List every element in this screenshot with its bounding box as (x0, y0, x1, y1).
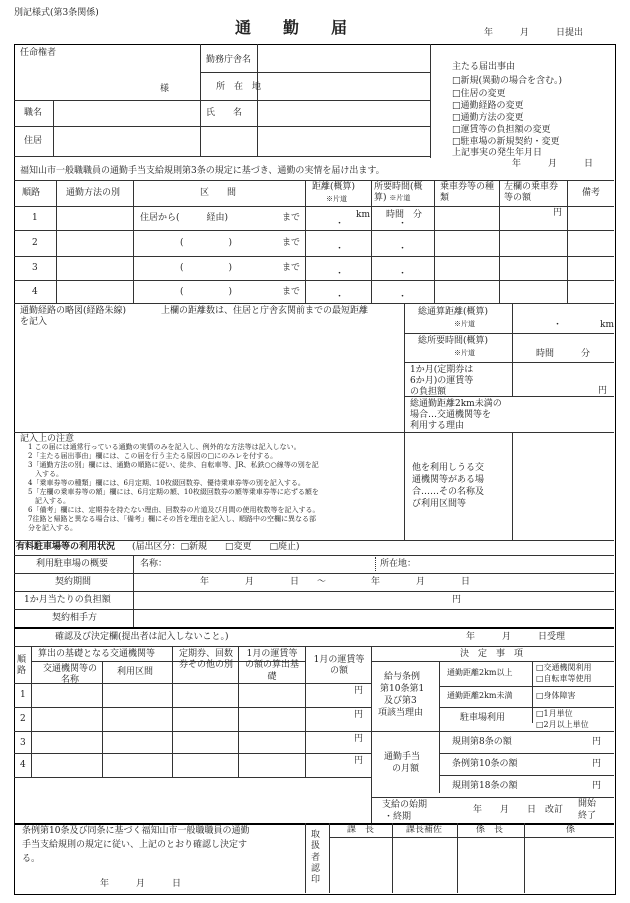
alt-transport-label-2: 通機関等がある場 (412, 475, 485, 485)
route-row-to: まで (282, 287, 301, 297)
submission-date: 年 月 日提出 (484, 28, 584, 38)
route-row-no: 1 (32, 213, 38, 223)
reason-option[interactable]: □駐車場の新規契約・変更 (452, 137, 560, 147)
start-end-label-2: ・終期 (384, 812, 412, 822)
parking-monthly-label: 1か月当たりの負担額 (24, 595, 111, 605)
confirm-row-yen: 円 (354, 686, 364, 696)
route-row-dot: ・ (398, 269, 408, 279)
col-section: 区 間 (200, 188, 237, 198)
parking-heading: 有料駐車場等の利用状況 (16, 542, 116, 552)
route-row-km: km (356, 210, 370, 220)
note-item: 1 この届には通常行っている通勤の実情のみを記入し、例外的な方法等は記入しない。 (28, 443, 301, 451)
decision-heading: 決 定 事 項 (460, 649, 524, 659)
rule18-label: 規則第18条の額 (452, 781, 518, 791)
note-item: 6「備考」欄には、定期券を持たない理由、回数券の片道及び月間の使用枚数等を記入する。 (28, 506, 320, 514)
ord10-label: 条例第10条の額 (452, 759, 518, 769)
parking-overview-label: 利用駐車場の概要 (36, 559, 109, 569)
confirm-row-no: 3 (20, 738, 26, 748)
contract-period-value: 年 月 日 ～ 年 月 日 (200, 577, 471, 587)
alt-transport-label-3: 合……その名称及 (412, 487, 485, 497)
route-row-dot: ・ (335, 219, 345, 229)
monthly-fare-label-2: 6か月)の運賃等 (410, 376, 474, 386)
opt-bicycle[interactable]: □自転車等使用 (536, 674, 592, 683)
col-distance-note: ※片道 (326, 195, 347, 203)
confirm-row-no: 4 (20, 760, 26, 770)
contract-period-label: 契約期間 (55, 577, 92, 587)
reason-option[interactable]: □新規(異動の場合を含む。) (452, 76, 563, 86)
footer-statement-2: 手当支給規則の規定に従い、上記のとおり確認し決定す (22, 840, 248, 850)
route-row-dot: ・ (398, 244, 408, 254)
parking-monthly-yen: 円 (452, 595, 462, 605)
monthly-fare-label-3: の負担額 (410, 387, 447, 397)
start-label: 開始 (578, 799, 597, 809)
allowance-label-2: の月額 (392, 764, 420, 774)
total-distance-label: 総通算距離(概算) (418, 307, 489, 317)
over-2km-label: 通勤距離2km以上 (447, 668, 513, 677)
confirm-col-fare-basis: 1月の運賃等の額の算出基礎 (244, 649, 299, 682)
declaration: 福知山市一般職職員の通勤手当支給規則第3条の規定に基づき、通勤の実情を届け出ます。 (20, 166, 385, 176)
confirm-row-yen: 円 (354, 710, 364, 720)
col-fare: 左欄の乗車券等の額 (504, 182, 559, 204)
note-item: 2「主たる届出事由」欄には、この届を行う主たる原因の□にのみレを付する。 (28, 452, 278, 460)
footer-date: 年 月 日 (100, 879, 182, 889)
rule18-yen: 円 (592, 781, 602, 791)
footer-statement: 条例第10条及び同条に基づく福知山市一般職職員の通勤 (22, 826, 250, 836)
confirm-col-amount: 1月の運賃等の額 (313, 655, 365, 677)
occurrence-date: 年 月 日 (512, 159, 594, 169)
opt-monthly[interactable]: □1月単位 (536, 709, 573, 718)
note-item: 7往路と帰路と異なる場合は、「備考」欄にその旨を理由を記入し、順路中の空欄に異なる部 (28, 515, 316, 523)
alt-transport-label-4: び利用区間等 (412, 499, 467, 509)
position-label: 職名 (24, 108, 43, 118)
sketch-note: 上欄の距離数は、住居と庁舎玄関前までの最短距離 (161, 306, 369, 316)
name-label: 氏 名 (206, 108, 243, 118)
route-row-time: 時間 分 (386, 210, 423, 220)
under-2km-reason: 総通勤距離2km未満の (410, 399, 502, 409)
reason-label-4: 項該当理由 (378, 708, 424, 718)
total-distance-km: km (600, 320, 614, 330)
col-time: 所要時間(概算) ※片道 (374, 182, 423, 204)
note-item: 3「通勤方法の別」欄には、通勤の順路に従い、徒歩、自転車等、JR、私鉄○○線等の別を記 (28, 461, 319, 469)
reason-label-2: 第10条第1 (380, 684, 425, 694)
col-ticket: 乗車券等の種類 (440, 182, 495, 204)
occurrence-label: 上記事実の発生年月日 (452, 148, 543, 158)
route-row-from: ( ) (180, 287, 233, 297)
received-date: 年 月 日受理 (466, 632, 566, 642)
monthly-fare-label: 1か月(定期券は (410, 365, 474, 375)
end-label: 終了 (578, 811, 597, 821)
total-time-units: 時間 分 (536, 349, 591, 359)
total-distance-note: ※片道 (454, 320, 475, 328)
route-row-no: 4 (32, 287, 38, 297)
start-end-date: 年 月 日 (473, 805, 537, 815)
under-2km-reason-2: 場合…交通機関等を (410, 410, 492, 420)
reason-option[interactable]: □通勤経路の変更 (452, 101, 524, 111)
parking-address-label: 所在地： (380, 559, 417, 569)
col-remarks: 備考 (582, 188, 601, 198)
note-item: 4「乗車券等の種類」欄には、6月定期、10枚綴回数券、優待乗車券等の別を記入する。 (28, 479, 305, 487)
route-row-from: ( ) (180, 263, 233, 273)
total-time-note: ※片道 (454, 349, 475, 357)
under-2km-reason-3: 利用する理由 (410, 421, 465, 431)
col-order: 順路 (22, 188, 41, 198)
confirmation-heading: 確認及び決定欄(提出者は記入しないこと。) (55, 632, 229, 642)
route-row-dot: ・ (398, 292, 408, 302)
route-row-to: まで (282, 238, 301, 248)
deputy-chief: 課長補佐 (406, 825, 443, 835)
parking-category[interactable]: (届出区分：□新規 □変更 □廃止) (132, 542, 300, 552)
parking-name-label: 名称： (140, 559, 168, 569)
col-distance: 距離(概算) (312, 182, 356, 192)
rule8-label: 規則第8条の額 (452, 737, 512, 747)
location-label: 所 在 地 (216, 82, 262, 92)
revision-label: 改訂 (545, 805, 564, 815)
parking-divider (375, 557, 376, 571)
counterparty-label: 契約相手方 (52, 613, 98, 623)
note-item: 記入する。 (28, 497, 70, 505)
form-note: 別記様式(第3条関係) (14, 8, 99, 18)
route-row-dot: ・ (398, 219, 408, 229)
route-row-no: 3 (32, 263, 38, 273)
note-item: 入する。 (28, 470, 63, 478)
address-label: 住居 (24, 136, 43, 146)
confirm-row-yen: 円 (354, 734, 364, 744)
route-row-no: 2 (32, 238, 38, 248)
confirm-row-no: 2 (20, 714, 26, 724)
section-chief: 課 長 (347, 825, 375, 835)
monthly-fare-yen: 円 (598, 386, 608, 396)
opt-2months[interactable]: □2月以上単位 (536, 720, 589, 729)
route-row-from: ( ) (180, 238, 233, 248)
staff: 係 (566, 825, 576, 835)
basis-heading: 算出の基礎となる交通機関等 (38, 649, 156, 659)
footer-statement-3: る。 (22, 854, 41, 864)
appointer-label: 任命権者 (20, 48, 57, 58)
opt-disability[interactable]: □身体障害 (536, 691, 576, 700)
reason-label: 給与条例 (384, 672, 421, 682)
honorific: 様 (160, 84, 170, 94)
reason-option[interactable]: □住居の変更 (452, 89, 506, 99)
unit-chief: 係 長 (476, 825, 504, 835)
note-item: 5「左欄の乗車券等の額」欄には、6月定期の額、10枚綴回数券の額等乗車券等に応ずる額を (28, 488, 319, 496)
route-row-dot: ・ (335, 244, 345, 254)
office-label: 勤務庁舎名 (206, 55, 252, 65)
rule8-yen: 円 (592, 737, 602, 747)
total-distance-dot: ・ (553, 320, 563, 330)
confirm-col-ticket: 定期券、回数券その他の別 (178, 649, 233, 671)
confirm-col-section: 利用区間 (117, 667, 154, 677)
confirm-row-yen: 円 (354, 756, 364, 766)
confirm-col-transport: 交通機関等の名称 (42, 664, 97, 686)
parking-use-label: 駐車場利用 (460, 713, 506, 723)
confirm-row-no: 1 (20, 690, 26, 700)
alt-transport-label: 他を利用しうる交 (412, 463, 485, 473)
route-row-dot: ・ (335, 269, 345, 279)
sketch-label: 通勤経路の略図(経路朱線) (20, 306, 127, 316)
route-row-dot: ・ (335, 292, 345, 302)
route-row-from: 住居から( 経由) (140, 213, 229, 223)
col-method: 通勤方法の別 (66, 188, 121, 198)
notes-heading: 記入上の注意 (20, 434, 75, 444)
route-row-yen: 円 (553, 208, 563, 218)
reason-label-3: 及び第3 (384, 696, 417, 706)
reasons-heading: 主たる届出事由 (452, 62, 516, 72)
reason-option[interactable]: □運賃等の負担額の変更 (452, 125, 551, 135)
route-row-to: まで (282, 263, 301, 273)
route-row-to: まで (282, 213, 301, 223)
sketch-label-2: を記入 (20, 317, 48, 327)
under-2km-label: 通勤距離2km未満 (447, 691, 513, 700)
reason-option[interactable]: □通勤方法の変更 (452, 113, 524, 123)
start-end-label: 支給の始期 (382, 800, 428, 810)
note-item: 分を記入する。 (28, 524, 77, 532)
allowance-label: 通勤手当 (384, 752, 421, 762)
total-time-label: 総所要時間(概算) (418, 336, 489, 346)
ord10-yen: 円 (592, 759, 602, 769)
confirm-col-order: 順路 (17, 655, 27, 676)
form-title: 通 勤 届 (235, 18, 348, 37)
opt-transport[interactable]: □交通機関利用 (536, 663, 592, 672)
handler-label: 取扱者認印 (311, 830, 321, 885)
